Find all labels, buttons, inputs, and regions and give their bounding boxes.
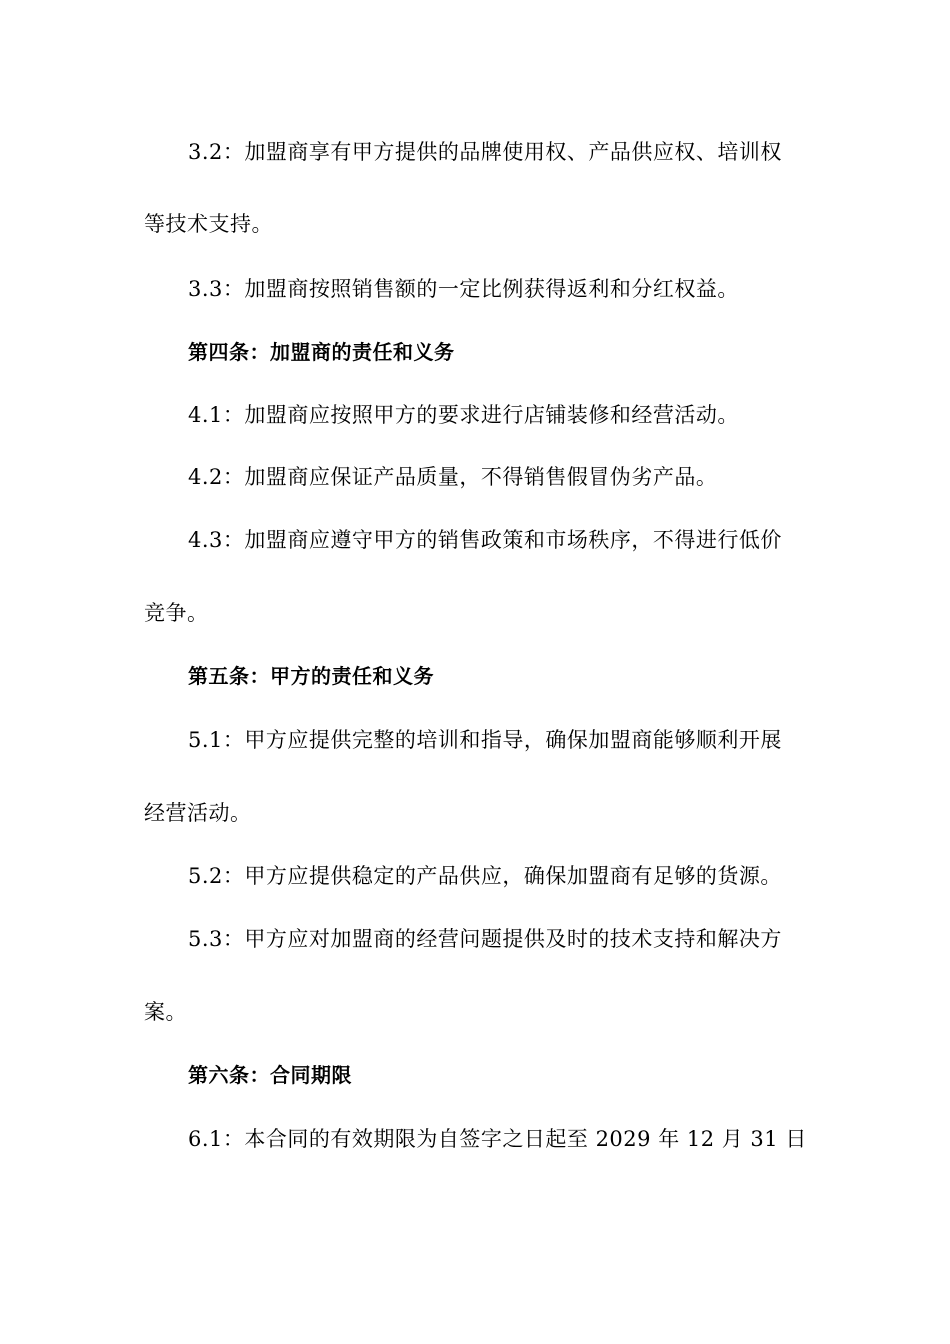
clause-6-1: 6.1：本合同的有效期限为自签字之日起至 2029 年 12 月 31 日 xyxy=(188,1127,807,1151)
clause-4-3-line-1: 4.3：加盟商应遵守甲方的销售政策和市场秩序，不得进行低价 xyxy=(188,528,782,552)
clause-3-2-line-1: 3.2：加盟商享有甲方提供的品牌使用权、产品供应权、培训权 xyxy=(188,140,782,164)
clause-5-1-line-1: 5.1：甲方应提供完整的培训和指导，确保加盟商能够顺利开展 xyxy=(188,728,782,752)
clause-5-3-line-1: 5.3：甲方应对加盟商的经营问题提供及时的技术支持和解决方 xyxy=(188,927,782,951)
clause-4-1: 4.1：加盟商应按照甲方的要求进行店铺装修和经营活动。 xyxy=(188,403,739,427)
article-6-heading: 第六条：合同期限 xyxy=(188,1063,352,1087)
clause-5-3-line-2: 案。 xyxy=(144,1000,187,1024)
clause-3-2-line-2: 等技术支持。 xyxy=(144,212,273,236)
article-4-heading: 第四条：加盟商的责任和义务 xyxy=(188,340,455,364)
clause-5-1-line-2: 经营活动。 xyxy=(144,801,252,825)
article-5-heading: 第五条：甲方的责任和义务 xyxy=(188,664,434,688)
clause-3-3: 3.3：加盟商按照销售额的一定比例获得返利和分红权益。 xyxy=(188,277,739,301)
clause-5-2: 5.2：甲方应提供稳定的产品供应，确保加盟商有足够的货源。 xyxy=(188,864,782,888)
clause-4-2: 4.2：加盟商应保证产品质量，不得销售假冒伪劣产品。 xyxy=(188,465,718,489)
clause-4-3-line-2: 竞争。 xyxy=(144,601,209,625)
